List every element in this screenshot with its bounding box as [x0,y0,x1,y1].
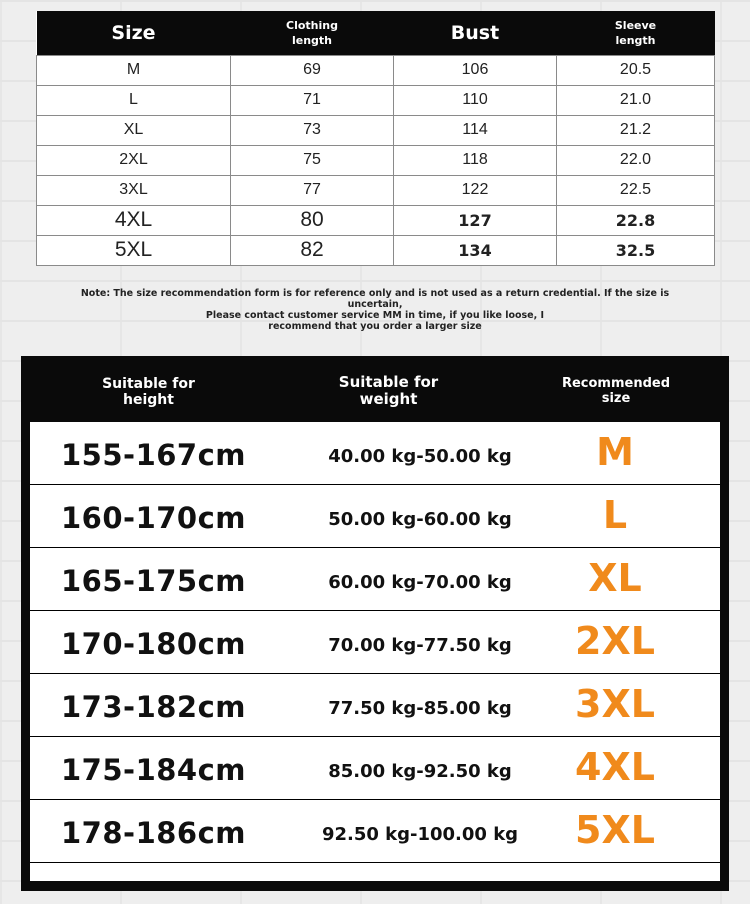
recommendation-row [30,611,720,674]
note-line: recommend that you order a larger size [268,321,482,332]
header-height-line2: height [123,392,174,408]
sleeve-length-cell: 20.5 [557,55,715,85]
size-cell: L [37,85,231,115]
clothing-length-cell: 80 [231,205,394,235]
height-range: 155-167cm [61,438,247,472]
sleeve-length-cell: 21.0 [557,85,715,115]
bust-cell: 106 [394,55,557,85]
size-row [37,175,715,205]
bust-cell: 134 [394,235,557,265]
bust-cell: 110 [394,85,557,115]
recommendation-row [30,674,720,737]
recommendation-header [21,356,729,422]
size-row [37,115,715,145]
size-cell: 4XL [37,205,231,235]
recommendation-row [30,422,720,485]
recommendation-body [30,422,720,881]
header-sleeve-length-line2: length [615,33,656,47]
size-cell: M [37,55,231,85]
height-range: 165-175cm [61,564,247,598]
height-range: 170-180cm [61,627,247,661]
weight-range: 77.50 kg-85.00 kg [328,698,512,719]
recommendation-row [30,737,720,800]
weight-range: 70.00 kg-77.50 kg [328,635,512,656]
size-chart-table [36,11,715,266]
sleeve-length-cell: 21.2 [557,115,715,145]
header-recommended-size [541,376,691,406]
header-height [81,376,216,408]
header-weight [321,374,456,408]
sleeve-length-cell: 22.0 [557,145,715,175]
note-line: Note: The size recommendation form is for reference only and is not used as a return credential. If the size is [80,288,670,299]
sleeve-length-cell: 22.5 [557,175,715,205]
recommended-size: 2XL [575,619,655,663]
size-row [37,205,715,235]
clothing-length-cell: 77 [231,175,394,205]
header-recommended-line2: size [601,391,631,406]
size-chart-header-row [37,11,715,55]
header-clothing-length [231,11,394,55]
clothing-length-cell: 82 [231,235,394,265]
recommendation-row [30,548,720,611]
header-weight-line1: Suitable for [338,373,439,391]
header-weight-line2: weight [359,390,418,408]
size-note [60,288,690,332]
recommended-size: XL [588,556,642,600]
recommended-size: L [602,493,628,537]
sleeve-length-cell: 32.5 [557,235,715,265]
size-cell: 2XL [37,145,231,175]
recommended-size: 4XL [575,745,655,789]
sleeve-length-cell: 22.8 [557,205,715,235]
weight-range: 85.00 kg-92.50 kg [328,761,512,782]
clothing-length-cell: 71 [231,85,394,115]
recommended-size: 3XL [575,682,655,726]
weight-range: 60.00 kg-70.00 kg [328,572,512,593]
size-row [37,235,715,265]
note-line: Please contact customer service MM in time, if you like loose, I [205,310,545,321]
weight-range: 50.00 kg-60.00 kg [328,509,512,530]
header-clothing-length-line2: length [291,33,333,47]
weight-range: 40.00 kg-50.00 kg [328,446,512,467]
clothing-length-cell: 69 [231,55,394,85]
header-clothing-length-line1: Clothing [286,18,338,32]
header-sleeve-length [557,11,715,55]
header-bust [394,11,557,55]
recommendation-panel [21,356,729,891]
clothing-length-cell: 73 [231,115,394,145]
bust-cell: 127 [394,205,557,235]
header-bust-label: Bust [450,21,500,44]
clothing-length-cell: 75 [231,145,394,175]
size-cell: 5XL [37,235,231,265]
size-row [37,55,715,85]
size-row [37,145,715,175]
size-cell: XL [37,115,231,145]
size-row [37,85,715,115]
bust-cell: 114 [394,115,557,145]
height-range: 173-182cm [61,690,247,724]
height-range: 160-170cm [61,501,247,535]
recommendation-row [30,800,720,863]
weight-range: 92.50 kg-100.00 kg [321,824,519,845]
recommended-size: 5XL [575,808,655,852]
bust-cell: 118 [394,145,557,175]
header-height-line1: Suitable for [102,376,195,392]
header-recommended-line1: Recommended [561,376,671,391]
header-sleeve-length-line1: Sleeve [614,18,657,32]
header-size-label: Size [111,21,156,44]
height-range: 175-184cm [61,753,247,787]
height-range: 178-186cm [61,816,247,850]
bust-cell: 122 [394,175,557,205]
recommended-size: M [596,430,634,474]
recommendation-row [30,485,720,548]
note-line: uncertain, [347,299,403,310]
size-cell: 3XL [37,175,231,205]
header-size [37,11,231,55]
